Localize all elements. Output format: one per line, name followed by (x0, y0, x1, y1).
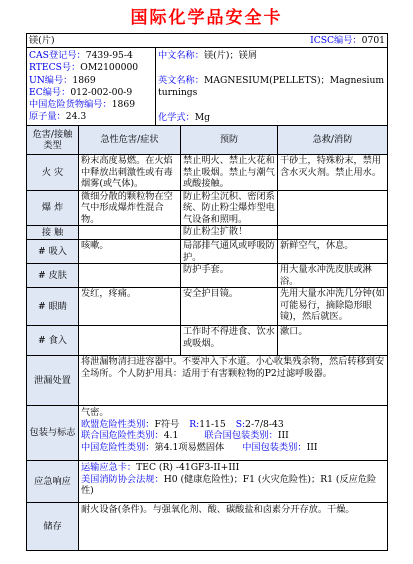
acute-symptoms: 微细分散的颗粒物在空气中形成爆炸性混合物。 (79, 190, 181, 226)
packaging-row (27, 406, 388, 461)
un-class-label[interactable]: 联合国危险性类别： (81, 430, 164, 441)
china-class-label[interactable]: 中国危险性类别： (81, 441, 155, 453)
prevention: 禁止明火、禁止火花和禁止吸烟。禁止与潮气或酸接触。 (181, 155, 278, 191)
names-block (158, 48, 385, 123)
un-classification (81, 430, 385, 442)
eu-r-phrase-label[interactable]: R: (189, 418, 200, 430)
prevention: 工作时不得进食、饮水或吸烟。 (181, 326, 278, 356)
rtecs-number-label[interactable]: RTECS号： (29, 62, 81, 74)
un-class-value: 4.1 (163, 430, 179, 441)
first-aid: 干砂土，特殊粉末，禁用含水灭火剂。禁止用水。 (278, 155, 388, 191)
packaging-note: 气密。 (81, 407, 109, 418)
ec-number-label[interactable]: EC编号： (29, 86, 71, 98)
nfpa-code-value: H0 (健康危险性)；F1 (火灾危险性)；R1 (反应危险性) (81, 473, 377, 496)
hazard-header-row (27, 126, 388, 155)
china-packing-value: III (306, 441, 318, 453)
transport-emergency-card (81, 462, 385, 474)
prevention: 局部排气通风或呼吸防护。 (181, 240, 278, 264)
prevention: 防护手套。 (181, 264, 278, 288)
icsc-number-value: 0701 (361, 35, 386, 46)
first-aid: 新鲜空气，休息。 (278, 240, 388, 264)
column-header-acute-symptoms: 急性危害/症状 (79, 126, 181, 155)
identity-info-row (27, 48, 388, 126)
packaging-label: 包装与标志 (27, 406, 79, 461)
hazard-type-label: # 眼睛 (27, 288, 79, 326)
eu-class-label[interactable]: 欧盟危险性类别： (81, 418, 155, 430)
storage-row (27, 503, 388, 551)
hazard-type-label: # 吸入 (27, 240, 79, 264)
first-aid (278, 190, 388, 226)
english-name-value: MAGNESIUM(PELLETS)；Magnesium turnings (158, 75, 385, 98)
rtecs-number-value: OM2100000 (80, 62, 139, 74)
transport-emergency-card-label[interactable]: 运输应急卡： (81, 462, 137, 473)
english-name (158, 75, 385, 98)
hazard-type-label: # 食入 (27, 326, 79, 356)
prevention: 安全护目镜。 (181, 288, 278, 326)
eu-class-value: F符号 (154, 418, 180, 430)
english-name-label[interactable]: 英文名称： (158, 75, 204, 86)
cas-number-value: 7439-95-4 (85, 50, 133, 61)
chinese-name-label[interactable]: 中文名称： (158, 50, 204, 61)
chemical-formula (158, 112, 385, 124)
prevention: 防止粉尘扩散！ (181, 226, 278, 240)
card-header-row (27, 34, 388, 48)
hazard-type-label: 接 触 (27, 226, 79, 240)
spill-label: 泄漏处置 (27, 356, 79, 406)
hazard-type-label: # 皮肤 (27, 264, 79, 288)
un-number (29, 75, 153, 87)
eu-s-phrase-value: 2-7/8-43 (245, 418, 284, 430)
hazard-row-exposure (27, 226, 388, 240)
atomic-weight-label[interactable]: 原子量： (29, 111, 66, 123)
hazard-row-explosion (27, 190, 388, 226)
icsc-number (310, 34, 385, 47)
china-dangerous-goods-number-value: 1869 (111, 99, 136, 111)
column-header-prevention: 预防 (181, 126, 278, 155)
cas-number (29, 50, 153, 62)
names-cell (156, 48, 388, 126)
acute-symptoms (79, 226, 181, 240)
ec-number (29, 87, 153, 99)
nfpa-code (81, 474, 385, 497)
first-aid: 先用大量水冲洗几分钟(如可能易行，摘除隐形眼镜)，然后就医。 (278, 288, 388, 326)
cas-number-label[interactable]: CAS登记号： (29, 50, 86, 61)
hazard-row-eyes (27, 288, 388, 326)
hazard-table (26, 125, 388, 356)
acute-symptoms: 发红，疼痛。 (79, 288, 181, 326)
eu-classification (81, 419, 385, 431)
eu-r-phrase-value: 11-15 (199, 418, 226, 430)
column-header-first-aid: 急救/消防 (278, 126, 388, 155)
rtecs-number (29, 62, 153, 74)
card-header-cell (27, 34, 388, 48)
emergency-row (27, 461, 388, 503)
chinese-name-value: 镁(片)；镁屑 (203, 50, 258, 61)
un-number-value: 1869 (72, 74, 96, 86)
china-classification (81, 442, 385, 454)
packaging-content (79, 406, 388, 461)
safety-card (26, 33, 387, 551)
hazard-type-label: 爆 炸 (27, 190, 79, 226)
handling-table (26, 355, 388, 551)
ec-number-value: 012-002-00-9 (70, 86, 133, 98)
china-dangerous-goods-number (29, 99, 153, 111)
transport-emergency-card-value: TEC (R) -41GF3-II+III (136, 462, 240, 473)
page-title: 国际化学品安全卡 (130, 8, 283, 28)
un-number-label[interactable]: UN编号： (29, 74, 73, 86)
spill-text: 将泄漏物清扫进容器中。不要冲入下水道。小心收集残余物，然后转移到安全场所。个人防护用具：适用于有害颗粒物的P2过滤呼吸器。 (79, 356, 388, 406)
chemical-formula-label[interactable]: 化学式： (158, 111, 195, 123)
acute-symptoms (79, 326, 181, 356)
acute-symptoms (79, 264, 181, 288)
first-aid: 用大量水冲洗皮肤或淋浴。 (278, 264, 388, 288)
storage-text: 耐火设备(条件)。与强氧化剂、酸、碳酸盐和卤素分开存放。干燥。 (79, 503, 388, 551)
identity-table (26, 33, 388, 126)
acute-symptoms: 咳嗽。 (79, 240, 181, 264)
first-aid: 漱口。 (278, 326, 388, 356)
chemical-short-name: 镁(片) (29, 35, 55, 46)
un-packing-label[interactable]: 联合国包装类别： (204, 430, 278, 441)
icsc-number-label[interactable]: ICSC编号： (310, 35, 362, 46)
spill-row (27, 356, 388, 406)
storage-label: 储存 (27, 503, 79, 551)
emergency-label: 应急响应 (27, 461, 79, 503)
china-dangerous-goods-number-label[interactable]: 中国危险货物编号： (29, 99, 112, 111)
first-aid (278, 226, 388, 240)
emergency-content (79, 461, 388, 503)
atomic-weight (29, 111, 153, 123)
hazard-type-label: 火 灾 (27, 155, 79, 191)
nfpa-code-label[interactable]: 美国消防协会法规： (81, 473, 164, 485)
hazard-row-skin (27, 264, 388, 288)
china-packing-label[interactable]: 中国包装类别： (242, 441, 307, 453)
acute-symptoms: 粉末高度易燃。在火焰中释放出刺激性或有毒烟雾(或气体)。 (79, 155, 181, 191)
column-header-hazard-type: 危害/接触类型 (27, 126, 79, 155)
identifiers-cell (27, 48, 156, 126)
chemical-formula-value: Mg (194, 111, 211, 123)
eu-s-phrase-label[interactable]: S: (235, 418, 246, 430)
atomic-weight-value: 24.3 (65, 111, 87, 123)
prevention: 防止粉尘沉积、密闭系统、防止粉尘爆炸型电气设备和照明。 (181, 190, 278, 226)
china-class-value: 第4.1项易燃固体 (154, 441, 225, 453)
chinese-name (158, 50, 385, 62)
hazard-row-inhalation (27, 240, 388, 264)
un-packing-value: III (277, 430, 289, 441)
hazard-row-fire (27, 155, 388, 191)
hazard-row-ingestion (27, 326, 388, 356)
